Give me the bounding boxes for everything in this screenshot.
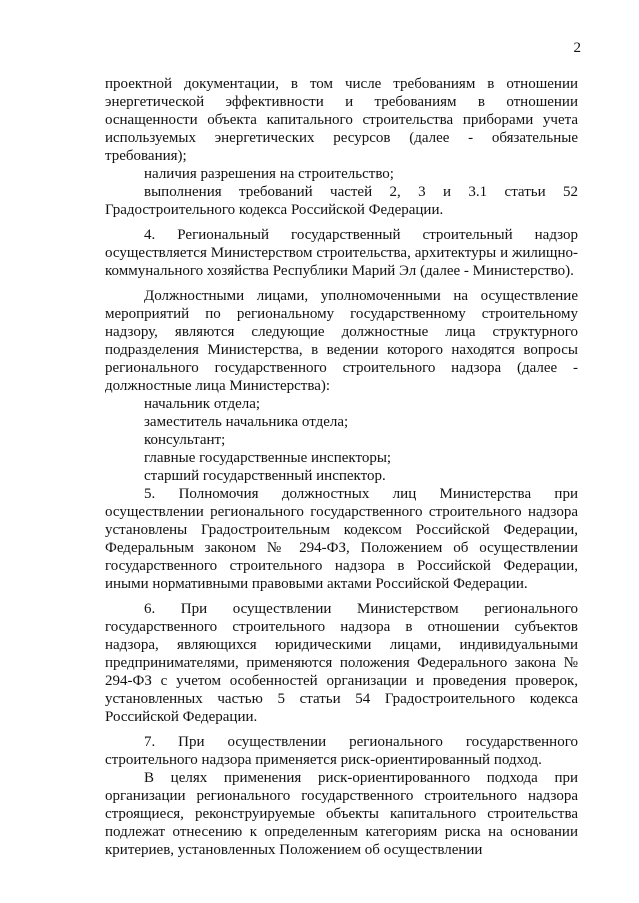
paragraph: 7. При осуществлении регионального государственного строительного надзора применяется риск-ориентированный подход.	[105, 734, 578, 768]
document-body	[105, 75, 578, 859]
paragraph: 6. При осуществлении Министерством регионального государственного строительного надзора в отношении субъектов надзора, являющихся юридическими лицами, индивидуальными предпринимателями, применяются положения Федерального закона № 294-ФЗ с учетом особенностей организации и проведения проверок, установленных частью 5 статьи 54 Градостроительного кодекса Российской Федерации.	[105, 601, 578, 725]
paragraph: главные государственные инспекторы;	[144, 450, 392, 466]
paragraph: начальник отдела;	[144, 396, 261, 412]
paragraph: проектной документации, в том числе требованиям в отношении энергетической эффективности и требованиям в отношении оснащенности объекта капитального строительства приборами учета используемых энергетических ресурсов (далее - обязательные требования);	[105, 76, 578, 164]
paragraph: 5. Полномочия должностных лиц Министерства при осуществлении регионального государственного строительного надзора установлены Градостроительным кодексом Российской Федерации, Федеральным законом № 294-ФЗ, Положением об осуществлении государственного строительного надзора в Российской Федерации, иными нормативными правовыми актами Российской Федерации.	[105, 486, 578, 592]
paragraph: заместитель начальника отдела;	[144, 414, 349, 430]
paragraph: 4. Региональный государственный строительный надзор осуществляется Министерством строительства, архитектуры и жилищно-коммунального хозяйства Республики Марий Эл (далее - Министерство).	[105, 227, 578, 279]
paragraph: Должностными лицами, уполномоченными на осуществление мероприятий по региональному государственному строительному надзору, являются следующие должностные лица структурного подразделения Министерства, в ведении которого находятся вопросы регионального государственного строительного надзора (далее - должностные лица Министерства):	[105, 288, 578, 394]
paragraph: В целях применения риск-ориентированного подхода при организации регионального государственного строительного надзора строящиеся, реконструируемые объекты капитального строительства подлежат отнесению к определенным категориям риска на основании критериев, установленных Положением об осуществлении	[105, 770, 578, 858]
paragraph: выполнения требований частей 2, 3 и 3.1 статьи 52 Градостроительного кодекса Российской Федерации.	[105, 184, 578, 218]
paragraph: консультант;	[144, 432, 226, 448]
page-number: 2	[573, 40, 581, 56]
paragraph: наличия разрешения на строительство;	[144, 166, 394, 182]
paragraph: старший государственный инспектор.	[144, 468, 386, 484]
